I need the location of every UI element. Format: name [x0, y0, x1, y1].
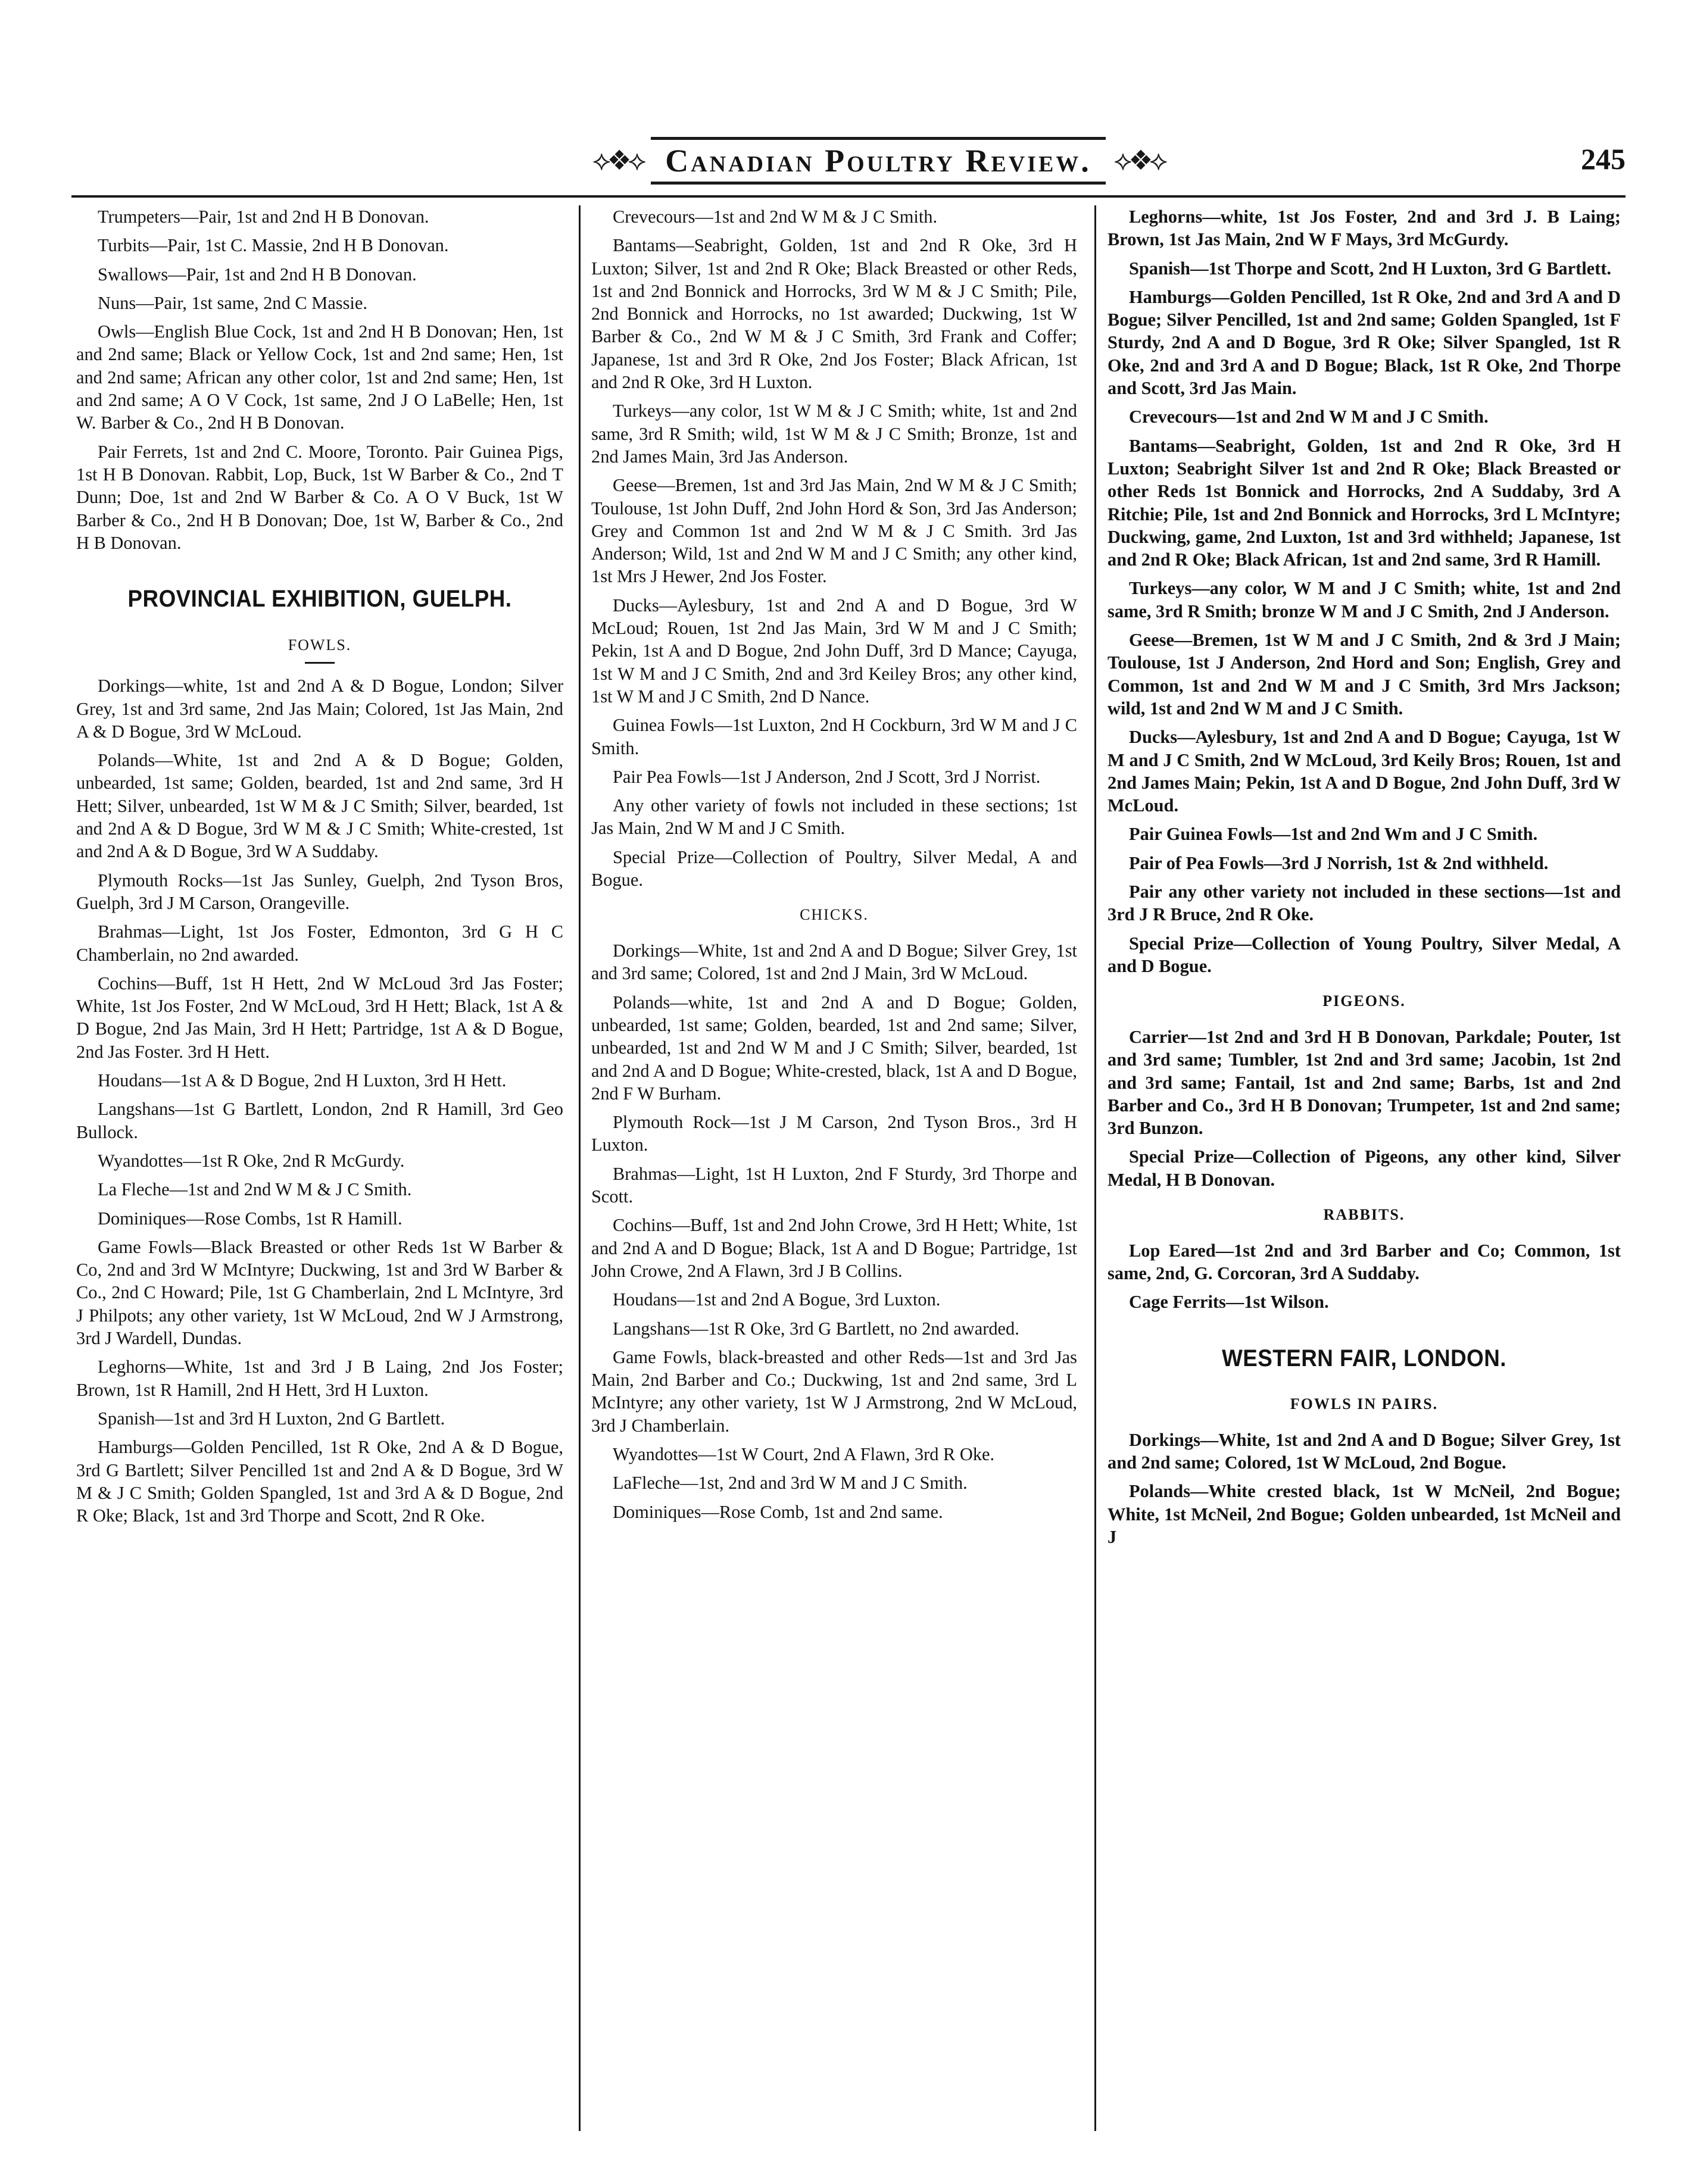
entry-paragraph: Plymouth Rocks—1st Jas Sunley, Guelph, 2nd Tyson Bros, Guelph, 3rd J M Carson, Orangeville.: [76, 870, 563, 913]
section-subheading: RABBITS.: [1323, 1206, 1405, 1224]
entry-paragraph: Guinea Fowls—1st Luxton, 2nd H Cockburn, 3rd W M and J C Smith.: [591, 715, 1077, 758]
column-divider: [579, 205, 581, 2131]
masthead-title: Canadian Poultry Review.: [651, 137, 1106, 185]
column-divider: [1094, 205, 1096, 2131]
paragraph-group: [76, 205, 563, 554]
section-subheading: FOWLS IN PAIRS.: [1290, 1395, 1439, 1413]
entry-paragraph: Hamburgs—Golden Pencilled, 1st R Oke, 2nd A & D Bogue, 3rd G Bartlett; Silver Pencilled 1st and 2nd A & D Bogue, 3rd W M & J C Smith; Golden Spangled, 1st and 3rd A & D Bogue, 2nd R Oke; Black, 1st and 3rd Thorpe and Scott, 2nd R Oke.: [76, 1437, 563, 1526]
entry-paragraph: Pair Guinea Fowls—1st and 2nd Wm and J C Smith.: [1129, 824, 1538, 845]
entry-paragraph: Pair Pea Fowls—1st J Anderson, 2nd J Scott, 3rd J Norrist.: [613, 766, 1041, 787]
entry-paragraph: Owls—English Blue Cock, 1st and 2nd H B Donovan; Hen, 1st and 2nd same; Black or Yellow Cock, 1st and 2nd same; Hen, 1st and 2nd same; African any other color, 1st and 2nd same; Hen, 1st and 2nd same; A O V Cock, 1st same, 2nd J O LaBelle; Hen, 1st W. Barber & Co., 2nd H B Donovan.: [76, 321, 563, 433]
entry-paragraph: Swallows—Pair, 1st and 2nd H B Donovan.: [98, 264, 417, 285]
entry-paragraph: Houdans—1st A & D Bogue, 2nd H Luxton, 3rd H Hett.: [98, 1070, 507, 1091]
entry-paragraph: Wyandottes—1st W Court, 2nd A Flawn, 3rd R Oke.: [613, 1444, 995, 1464]
entry-paragraph: Dorkings—white, 1st and 2nd A & D Bogue, London; Silver Grey, 1st and 3rd same, 2nd Jas Main; Colored, 1st Jas Main, 2nd A & D Bogue, 3rd W McLoud.: [76, 676, 563, 742]
entry-paragraph: Spanish—1st Thorpe and Scott, 2nd H Luxton, 3rd G Bartlett.: [1129, 258, 1611, 279]
entry-paragraph: Pair any other variety not included in these sections—1st and 3rd J R Bruce, 2nd R Oke.: [1108, 882, 1621, 925]
paragraph-group: [591, 939, 1077, 1523]
entry-paragraph: Nuns—Pair, 1st same, 2nd C Massie.: [98, 292, 367, 313]
entry-paragraph: Plymouth Rock—1st J M Carson, 2nd Tyson Bros., 3rd H Luxton.: [591, 1112, 1077, 1155]
entry-paragraph: La Fleche—1st and 2nd W M & J C Smith.: [98, 1179, 412, 1200]
entry-paragraph: Any other variety of fowls not included in these sections; 1st Jas Main, 2nd W M and J C Smith.: [591, 795, 1077, 839]
ornament-left-icon: ⟡❖⟡: [592, 144, 643, 176]
entry-paragraph: Cochins—Buff, 1st H Hett, 2nd W McLoud 3rd Jas Foster; White, 1st Jos Foster, 2nd W McLoud, 3rd H Hett; Black, 1st A & D Bogue, 2nd Jas Main, 3rd H Hett; Partridge, 1st A & D Bogue, 2nd Jas Foster. 3rd H Hett.: [76, 973, 563, 1062]
column-1: [76, 205, 563, 2131]
entry-paragraph: Crevecours—1st and 2nd W M & J C Smith.: [613, 207, 938, 227]
entry-paragraph: Dominiques—Rose Comb, 1st and 2nd same.: [613, 1501, 943, 1522]
entry-paragraph: Game Fowls—Black Breasted or other Reds 1st W Barber & Co, 2nd and 3rd W McIntyre; Duckwing, 1st and 3rd W Barber & Co., 2nd C Howard; Pile, 1st G Chamberlain, 2nd L McIntyre, 3rd J Philpots; any other variety, 1st W McLoud, 2nd W J Armstrong, 3rd J Wardell, Dundas.: [76, 1236, 563, 1349]
entry-paragraph: Dominiques—Rose Combs, 1st R Hamill.: [98, 1208, 403, 1229]
entry-paragraph: Pair of Pea Fowls—3rd J Norrish, 1st & 2nd withheld.: [1129, 852, 1549, 873]
entry-paragraph: Polands—White crested black, 1st W McNeil, 2nd Bogue; White, 1st McNeil, 2nd Bogue; Golden unbearded, 1st McNeil and J: [1108, 1481, 1621, 1547]
paragraph-group: [591, 205, 1077, 891]
paragraph-group: [1108, 1429, 1621, 1548]
entry-paragraph: Cochins—Buff, 1st and 2nd John Crowe, 3rd H Hett; White, 1st and 2nd A and D Bogue; Black, 1st A and D Bogue; Partridge, 1st John Crowe, 2nd A Flawn, 3rd J B Collins.: [591, 1215, 1077, 1281]
entry-paragraph: Trumpeters—Pair, 1st and 2nd H B Donovan.: [98, 207, 429, 227]
entry-paragraph: LaFleche—1st, 2nd and 3rd W M and J C Smith.: [613, 1473, 968, 1494]
section-heading: PROVINCIAL EXHIBITION, GUELPH.: [127, 586, 512, 613]
entry-paragraph: Turbits—Pair, 1st C. Massie, 2nd H B Donovan.: [98, 235, 449, 256]
entry-paragraph: Dorkings—White, 1st and 2nd A and D Bogue; Silver Grey, 1st and 2nd same; Colored, 1st W McLoud, 2nd Bogue.: [1108, 1429, 1621, 1473]
entry-paragraph: Leghorns—white, 1st Jos Foster, 2nd and 3rd J. B Laing; Brown, 1st Jas Main, 2nd W F Mays, 3rd McGurdy.: [1108, 207, 1621, 250]
entry-paragraph: Geese—Bremen, 1st and 3rd Jas Main, 2nd W M & J C Smith; Toulouse, 1st John Duff, 2nd John Hord & Son, 3rd Jas Anderson; Grey and Common 1st and 2nd W M & J C Smith. 3rd Jas Anderson; Wild, 1st and 2nd W M and J C Smith; any other kind, 1st Mrs J Hewer, 2nd Jos Foster.: [591, 475, 1077, 587]
entry-paragraph: Carrier—1st 2nd and 3rd H B Donovan, Parkdale; Pouter, 1st and 3rd same; Tumbler, 1st 2nd and 3rd same; Jacobin, 1st 2nd and 3rd same; Fantail, 1st and 2nd same; Barbs, 1st and 2nd Barber and Co., 3rd H B Donovan; Trumpeter, 1st and 2nd same; 3rd Bunzon.: [1108, 1026, 1621, 1139]
entry-paragraph: Special Prize—Collection of Pigeons, any other kind, Silver Medal, H B Donovan.: [1108, 1146, 1621, 1190]
entry-paragraph: Langshans—1st R Oke, 3rd G Bartlett, no 2nd awarded.: [613, 1318, 1019, 1339]
entry-paragraph: Special Prize—Collection of Poultry, Silver Medal, A and Bogue.: [591, 846, 1077, 891]
entry-paragraph: Spanish—1st and 3rd H Luxton, 2nd G Bartlett.: [98, 1408, 445, 1429]
column-2: [591, 205, 1077, 2131]
entry-paragraph: Bantams—Seabright, Golden, 1st and 2nd R Oke, 3rd H Luxton; Seabright Silver 1st and 2nd R Oke; Black Breasted or other Reds 1st Bonnick and Horrocks, 2nd A Suddaby, 3rd A Ritchie; Pile, 1st and 2nd Bonnick and Horrocks, 3rd L McIntyre; Duckwing, game, 2nd Luxton, 1st and 3rd withheld; Japanese, 1st and 2nd R Oke; Black African, 1st and 2nd same, 3rd R Hamill.: [1108, 435, 1621, 570]
header-rule: [71, 195, 1626, 198]
paragraph-group: [76, 674, 563, 1527]
entry-paragraph: Turkeys—any color, W M and J C Smith; white, 1st and 2nd same, 3rd R Smith; bronze W M and J C Smith, 2nd J Anderson.: [1108, 578, 1621, 621]
short-rule: [305, 662, 335, 664]
entry-paragraph: Game Fowls, black-breasted and other Reds—1st and 3rd Jas Main, 2nd Barber and Co.; Duckwing, 1st and 2nd same, 3rd L McIntyre; any other variety, 1st W J Armstrong, 2nd W McLoud, 3rd J Chamberlain.: [591, 1346, 1077, 1436]
entry-paragraph: Brahmas—Light, 1st Jos Foster, Edmonton, 3rd G H C Chamberlain, no 2nd awarded.: [76, 921, 563, 965]
paragraph-group: [1108, 1239, 1621, 1314]
entry-paragraph: Langshans—1st G Bartlett, London, 2nd R Hamill, 3rd Geo Bullock.: [76, 1099, 563, 1142]
entry-paragraph: Ducks—Aylesbury, 1st and 2nd A and D Bogue, 3rd W McLoud; Rouen, 1st 2nd Jas Main, 3rd W M and J C Smith; Pekin, 1st A and D Bogue, 2nd John Duff, 3rd D Mance; Cayuga, 1st W M and J C Smith, 2nd and 3rd Keiley Bros; any other kind, 1st W M and J C Smith, 2nd D Nance.: [591, 595, 1077, 707]
entry-paragraph: Cage Ferrits—1st Wilson.: [1129, 1292, 1329, 1313]
entry-paragraph: Pair Ferrets, 1st and 2nd C. Moore, Toronto. Pair Guinea Pigs, 1st H B Donovan. Rabbit, Lop, Buck, 1st W Barber & Co., 2nd T Dunn; Doe, 1st and 2nd W Barber & Co. A O V Buck, 1st W Barber & Co., 2nd H B Donovan; Doe, 1st W, Barber & Co., 2nd H B Donovan.: [76, 441, 563, 553]
entry-paragraph: Polands—white, 1st and 2nd A and D Bogue; Golden, unbearded, 1st same; Golden, bearded, 1st and 2nd same; Silver, unbearded, 1st and 2nd W M and J C Smith; Silver, bearded, 1st and 2nd A and D Bogue; White-crested, black, 1st A and D Bogue, 2nd F W Burham.: [591, 992, 1077, 1104]
page-header: [71, 119, 1626, 202]
entry-paragraph: Wyandottes—1st R Oke, 2nd R McGurdy.: [98, 1150, 405, 1171]
entry-paragraph: Geese—Bremen, 1st W M and J C Smith, 2nd & 3rd J Main; Toulouse, 1st J Anderson, 2nd Hord and Son; English, Grey and Common, 1st and 2nd W M and J C Smith, 3rd Mrs Jackson; wild, 1st and 2nd W M and J C Smith.: [1108, 630, 1621, 718]
entry-paragraph: Dorkings—White, 1st and 2nd A and D Bogue; Silver Grey, 1st and 3rd same; Colored, 1st and 2nd J Main, 3rd W McLoud.: [591, 941, 1077, 984]
entry-paragraph: Brahmas—Light, 1st H Luxton, 2nd F Sturdy, 3rd Thorpe and Scott.: [591, 1163, 1077, 1207]
section-heading: WESTERN FAIR, LONDON.: [1222, 1345, 1506, 1371]
masthead: [560, 131, 1197, 190]
entry-paragraph: Lop Eared—1st 2nd and 3rd Barber and Co; Common, 1st same, 2nd, G. Corcoran, 3rd A Suddaby.: [1108, 1240, 1621, 1284]
entry-paragraph: Turkeys—any color, 1st W M & J C Smith; white, 1st and 2nd same, 3rd R Smith; wild, 1st W M & J C Smith; Bronze, 1st and 2nd James Main, 3rd Jas Anderson.: [591, 401, 1077, 467]
entry-paragraph: Hamburgs—Golden Pencilled, 1st R Oke, 2nd and 3rd A and D Bogue; Silver Pencilled, 1st and 2nd same; Golden Spangled, 1st F Sturdy, 2nd A and D Bogue, 3rd R Oke; Silver Spangled, 1st R Oke, 2nd and 3rd A and D Bogue; Black, 1st R Oke, 2nd Thorpe and Scott, 3rd Jas Main.: [1108, 286, 1621, 399]
entry-paragraph: Bantams—Seabright, Golden, 1st and 2nd R Oke, 3rd H Luxton; Silver, 1st and 2nd R Oke; Black Breasted or other Reds, 1st and 2nd Bonnick and Horrocks, 3rd W M & J C Smith; Pile, 2nd Bonnick and Horrocks, no 1st awarded; Duckwing, 1st W Barber & Co., 2nd W M & J C Smith, 3rd Frank and Coffer; Japanese, 1st and 3rd R Oke, 2nd Jos Foster; Black African, 1st and 2nd R Oke, 3rd H Luxton.: [591, 235, 1077, 393]
entry-paragraph: Special Prize—Collection of Young Poultry, Silver Medal, A and D Bogue.: [1108, 933, 1621, 976]
column-3: [1108, 205, 1621, 2131]
section-subheading: CHICKS.: [800, 906, 869, 924]
entry-paragraph: Houdans—1st and 2nd A Bogue, 3rd Luxton.: [613, 1289, 941, 1310]
section-subheading: PIGEONS.: [1322, 992, 1406, 1010]
paragraph-group: [1108, 205, 1621, 977]
paragraph-group: [1108, 1026, 1621, 1191]
entry-paragraph: Crevecours—1st and 2nd W M and J C Smith.: [1129, 407, 1489, 427]
page-number: 245: [1581, 142, 1626, 176]
entry-paragraph: Leghorns—White, 1st and 3rd J B Laing, 2nd Jos Foster; Brown, 1st R Hamill, 2nd H Hett, 3rd H Luxton.: [76, 1357, 563, 1400]
section-subheading: FOWLS.: [288, 636, 352, 654]
entry-paragraph: Polands—White, 1st and 2nd A & D Bogue; Golden, unbearded, 1st same; Golden, bearded, 1st and 2nd same, 3rd H Hett; Silver, unbearded, 1st W M & J C Smith; Silver, bearded, 1st and 2nd A & D Bogue, 3rd W M & J C Smith; White-crested, 1st and 2nd A & D Bogue, 3rd W A Suddaby.: [76, 750, 563, 862]
ornament-right-icon: ⟡❖⟡: [1113, 144, 1164, 176]
entry-paragraph: Ducks—Aylesbury, 1st and 2nd A and D Bogue; Cayuga, 1st W M and J C Smith, 2nd W McLoud, 3rd Keily Bros; Rouen, 1st and 2nd James Main; Pekin, 1st A and D Bogue, 2nd John Duff, 3rd W McLoud.: [1108, 727, 1621, 816]
